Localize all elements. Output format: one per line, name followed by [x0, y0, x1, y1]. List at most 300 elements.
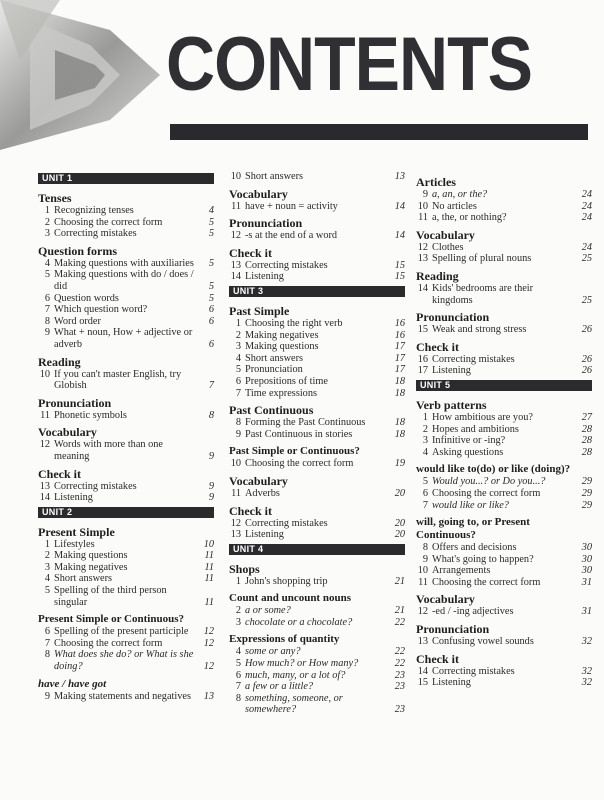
entry-page-number: 15 [394, 271, 405, 283]
entry-title: a, an, or the? [432, 189, 488, 200]
contents-entry [38, 638, 214, 650]
entry-page-number: 29 [581, 499, 592, 511]
contents-entry [416, 500, 592, 512]
entry-page-number: 16 [394, 329, 405, 341]
entry-title: Pronunciation [245, 364, 303, 376]
entry-title: a, the, or nothing? [432, 212, 507, 224]
entry-title: Spelling of the third person singular [54, 585, 167, 608]
entry-page-number: 23 [394, 669, 405, 681]
entry-number: 1 [44, 538, 50, 550]
contents-entry [38, 327, 214, 350]
contents-entry [38, 439, 214, 462]
entry-number: 11 [231, 487, 241, 499]
entry-page-number: 32 [581, 677, 592, 689]
entry-number: 10 [417, 565, 428, 577]
entry-title: Correcting mistakes [432, 353, 515, 365]
entry-title: Asking questions [432, 446, 504, 458]
contents-entry [229, 458, 405, 470]
entry-title: Words with more than one meaning [54, 439, 163, 462]
entry-number: 7 [44, 304, 50, 316]
entry-number: 13 [417, 636, 428, 648]
entry-number: 4 [235, 646, 241, 658]
section-heading: Shops [229, 561, 260, 576]
section-heading: Check it [38, 466, 81, 481]
entry-title: Short answers [54, 573, 113, 585]
entry-title: How much? or How many? [245, 658, 359, 670]
section-heading: Vocabulary [229, 186, 288, 201]
entry-title: some or any? [245, 646, 301, 658]
contents-entry [416, 447, 592, 459]
entry-number: 12 [417, 241, 428, 253]
entry-number: 4 [422, 446, 428, 458]
entry-page-number: 18 [394, 387, 405, 399]
entry-number: 12 [417, 606, 428, 618]
section-heading: Reading [416, 268, 459, 283]
entry-title: Listening [432, 677, 471, 689]
entry-title: Making questions with auxiliaries [54, 257, 194, 269]
entry-page-number: 8 [208, 409, 214, 421]
entry-page-number: 12 [203, 637, 214, 649]
section-heading: Count and uncount nouns [229, 592, 351, 605]
entry-number: 5 [422, 476, 428, 488]
entry-title: Choosing the correct form [54, 216, 163, 228]
contents-entry [416, 542, 592, 554]
entry-title: chocolate or a chocolate? [245, 616, 353, 628]
contents-entry [38, 369, 214, 392]
section-heading: Vocabulary [38, 425, 97, 440]
entry-page-number: 14 [394, 200, 405, 212]
entry-number: 9 [44, 690, 50, 702]
section-heading: Check it [229, 245, 272, 260]
entry-page-number: 25 [581, 253, 592, 265]
entry-number: 6 [44, 626, 50, 638]
contents-entry [38, 573, 214, 585]
entry-title: Making questions [54, 550, 128, 562]
entry-page-number: 24 [581, 189, 592, 200]
entry-title: Prepositions of time [245, 375, 328, 387]
section-heading: Vocabulary [229, 473, 288, 488]
contents-entry [38, 539, 214, 551]
contents-entry [229, 376, 405, 388]
unit-header: UNIT 4 [229, 544, 405, 555]
entry-title: Weak and strong stress [432, 324, 527, 336]
entry-title: Hopes and ambitions [432, 423, 519, 435]
section-heading: Past Simple or Continuous? [229, 445, 360, 458]
entry-number: 6 [422, 487, 428, 499]
entry-page-number: 9 [208, 480, 214, 492]
entry-number: 17 [417, 365, 428, 377]
section-heading: would like to(do) or like (doing)? [416, 463, 571, 476]
entry-title: Choosing the correct form [54, 637, 163, 649]
section-heading: Check it [416, 339, 459, 354]
entry-page-number: 7 [208, 380, 214, 392]
entry-title: Choosing the correct form [245, 458, 354, 470]
section-heading: will, going to, or Present Continuous? [416, 516, 530, 542]
entry-number: 10 [417, 200, 428, 212]
page-title: CONTENTS [166, 21, 532, 107]
entry-page-number: 28 [581, 423, 592, 435]
entry-title: Kids' bedrooms are their kingdoms [432, 282, 534, 306]
contents-entry [416, 677, 592, 689]
entry-page-number: 21 [394, 575, 405, 587]
entry-page-number: 5 [208, 292, 214, 304]
entry-title: John's shopping trip [245, 575, 328, 587]
title-underline-bar [170, 124, 588, 140]
contents-entry [416, 201, 592, 213]
contents-entry [229, 230, 405, 242]
section-heading: Pronunciation [38, 395, 112, 410]
entry-page-number: 28 [581, 435, 592, 447]
entry-number: 4 [44, 257, 50, 269]
entry-number: 8 [422, 542, 428, 554]
entry-page-number: 19 [394, 458, 405, 470]
contents-entry [38, 269, 214, 292]
contents-entry [229, 318, 405, 330]
entry-page-number: 17 [394, 364, 405, 376]
contents-entry [416, 666, 592, 678]
entry-page-number: 9 [208, 492, 214, 504]
entry-page-number: 22 [394, 658, 405, 670]
entry-title: Offers and decisions [432, 542, 517, 554]
entry-number: 7 [235, 681, 241, 693]
entry-page-number: 15 [394, 259, 405, 271]
entry-page-number: 30 [581, 565, 592, 577]
entry-number: 9 [44, 327, 50, 339]
contents-entry [38, 228, 214, 240]
unit-header: UNIT 3 [229, 286, 405, 297]
entry-number: 11 [40, 409, 50, 421]
entry-number: 9 [422, 553, 428, 565]
entry-title: Spelling of the present participle [54, 626, 189, 638]
entry-number: 16 [417, 353, 428, 365]
section-heading: Reading [38, 354, 81, 369]
entry-page-number: 24 [581, 200, 592, 212]
section-heading: Present Simple [38, 524, 115, 539]
section-heading: Vocabulary [416, 227, 475, 242]
entry-page-number: 5 [208, 216, 214, 228]
section-heading: Pronunciation [229, 216, 303, 231]
contents-entry [229, 171, 405, 183]
section-heading: Past Continuous [229, 403, 314, 418]
contents-entry [38, 410, 214, 422]
contents-entry [229, 388, 405, 400]
contents-entry [229, 693, 405, 716]
entry-title: Choosing the correct form [432, 487, 541, 499]
entry-page-number: 5 [208, 228, 214, 240]
entry-page-number: 18 [394, 428, 405, 440]
entry-number: 15 [417, 324, 428, 336]
entry-number: 10 [230, 458, 241, 470]
entry-page-number: 21 [394, 605, 405, 617]
entry-title: Listening [245, 529, 284, 541]
entry-title: Correcting mistakes [54, 228, 137, 240]
entry-page-number: 27 [581, 411, 592, 423]
entry-number: 12 [39, 439, 50, 451]
section-heading: Pronunciation [416, 622, 490, 637]
entry-title: What does she do? or What is she doing? [54, 649, 194, 673]
section-heading: Check it [416, 651, 459, 666]
entry-title: Time expressions [245, 387, 317, 399]
entry-title: Clothes [432, 241, 464, 253]
entry-page-number: 14 [394, 230, 405, 242]
entry-page-number: 28 [581, 446, 592, 458]
contents-entry [38, 492, 214, 504]
entry-number: 3 [44, 561, 50, 573]
entry-page-number: 11 [204, 550, 214, 562]
entry-title: Infinitive or -ing? [432, 435, 506, 447]
contents-entry [416, 577, 592, 589]
section-heading: Question forms [38, 243, 117, 258]
contents-entry [38, 258, 214, 270]
entry-title: Past Continuous in stories [245, 428, 353, 440]
entry-title: would like or like? [432, 499, 509, 511]
contents-entry [38, 585, 214, 608]
contents-entry [229, 429, 405, 441]
entry-number: 11 [231, 200, 241, 212]
entry-number: 7 [235, 387, 241, 399]
entry-page-number: 6 [208, 338, 214, 350]
entry-page-number: 25 [581, 294, 592, 306]
entry-page-number: 17 [394, 352, 405, 364]
entry-number: 2 [235, 329, 241, 341]
entry-title: Making questions [245, 341, 319, 353]
contents-entry [416, 606, 592, 618]
contents-column-3 [416, 171, 592, 689]
entry-page-number: 29 [581, 476, 592, 488]
entry-title: Correcting mistakes [245, 259, 328, 271]
unit-header: UNIT 2 [38, 507, 214, 518]
entry-title: Confusing vowel sounds [432, 636, 534, 648]
entry-page-number: 10 [203, 538, 214, 550]
entry-page-number: 20 [394, 487, 405, 499]
entry-title: a or some? [245, 605, 291, 617]
entry-title: Making questions with do / does / did [54, 269, 194, 292]
entry-title: Arrangements [432, 565, 491, 577]
contents-entry [38, 626, 214, 638]
entry-number: 5 [235, 658, 241, 670]
entry-title: Making negatives [245, 329, 319, 341]
entry-number: 14 [417, 665, 428, 677]
entry-number: 8 [44, 315, 50, 327]
entry-number: 14 [39, 492, 50, 504]
contents-entry [38, 481, 214, 493]
entry-title: Short answers [245, 171, 304, 182]
contents-entry [229, 576, 405, 588]
section-heading: Pronunciation [416, 310, 490, 325]
entry-page-number: 18 [394, 375, 405, 387]
entry-number: 6 [44, 292, 50, 304]
section-heading: Tenses [38, 191, 72, 205]
contents-entry [38, 649, 214, 672]
contents-entry [229, 605, 405, 617]
contents-entry [229, 658, 405, 670]
entry-number: 10 [230, 171, 241, 182]
entry-number: 1 [235, 317, 241, 329]
entry-title: What's going to happen? [432, 553, 534, 565]
contents-entry [416, 488, 592, 500]
entry-page-number: 17 [394, 341, 405, 353]
entry-number: 7 [44, 637, 50, 649]
entry-title: Choosing the correct form [432, 576, 541, 588]
contents-entry [416, 189, 592, 201]
contents-entry [416, 253, 592, 265]
entry-page-number: 13 [394, 171, 405, 182]
entry-page-number: 24 [581, 241, 592, 253]
contents-entry [229, 529, 405, 541]
entry-number: 15 [417, 677, 428, 689]
contents-entry [416, 424, 592, 436]
contents-entry [416, 212, 592, 224]
contents-entry [38, 550, 214, 562]
entry-title: Adverbs [245, 487, 280, 499]
entry-page-number: 5 [208, 257, 214, 269]
entry-number: 9 [422, 189, 428, 200]
entry-page-number: 12 [203, 661, 214, 673]
entry-number: 5 [235, 364, 241, 376]
contents-column-2 [229, 171, 405, 716]
entry-page-number: 22 [394, 616, 405, 628]
entry-page-number: 31 [581, 576, 592, 588]
entry-page-number: 6 [208, 304, 214, 316]
entry-number: 1 [44, 205, 50, 216]
contents-entry [229, 341, 405, 353]
entry-title: Choosing the right verb [245, 317, 343, 329]
entry-page-number: 29 [581, 487, 592, 499]
contents-entry [229, 646, 405, 658]
entry-number: 2 [44, 216, 50, 228]
contents-entry [38, 205, 214, 217]
entry-number: 4 [44, 573, 50, 585]
entry-title: Correcting mistakes [432, 665, 515, 677]
contents-entry [38, 293, 214, 305]
entry-number: 14 [230, 271, 241, 283]
entry-page-number: 26 [581, 365, 592, 377]
entry-number: 10 [39, 368, 50, 380]
entry-title: Short answers [245, 352, 304, 364]
entry-page-number: 26 [581, 324, 592, 336]
entry-number: 6 [235, 375, 241, 387]
contents-entry [38, 316, 214, 328]
entry-title: -ed / -ing adjectives [432, 606, 514, 618]
entry-page-number: 23 [394, 681, 405, 693]
entry-number: 3 [235, 616, 241, 628]
entry-page-number: 5 [208, 280, 214, 292]
entry-number: 7 [422, 499, 428, 511]
entry-page-number: 9 [208, 450, 214, 462]
entry-number: 11 [418, 212, 428, 224]
contents-entry [416, 283, 592, 306]
entry-page-number: 20 [394, 517, 405, 529]
entry-title: Forming the Past Continuous [245, 417, 366, 429]
entry-page-number: 18 [394, 417, 405, 429]
entry-number: 13 [230, 529, 241, 541]
entry-title: Lifestyles [54, 538, 95, 550]
entry-number: 3 [44, 228, 50, 240]
contents-entry [229, 417, 405, 429]
contents-entry [38, 562, 214, 574]
entry-number: 13 [417, 253, 428, 265]
entry-number: 13 [39, 480, 50, 492]
entry-title: Spelling of plural nouns [432, 253, 532, 265]
entry-page-number: 11 [204, 573, 214, 585]
entry-title: Correcting mistakes [54, 480, 137, 492]
section-heading: Articles [416, 175, 456, 189]
unit-header: UNIT 1 [38, 173, 214, 184]
entry-title: Listening [54, 492, 93, 504]
entry-page-number: 23 [394, 704, 405, 716]
entry-page-number: 16 [394, 317, 405, 329]
contents-entry [416, 242, 592, 254]
entry-number: 9 [235, 428, 241, 440]
entry-page-number: 30 [581, 542, 592, 554]
entry-title: Phonetic symbols [54, 409, 127, 421]
entry-title: Making negatives [54, 561, 128, 573]
section-heading: Check it [229, 503, 272, 518]
entry-number: 12 [230, 230, 241, 242]
entry-page-number: 11 [204, 561, 214, 573]
section-heading: Expressions of quantity [229, 633, 340, 646]
entry-number: 12 [230, 517, 241, 529]
entry-title: Correcting mistakes [245, 517, 328, 529]
entry-number: 14 [417, 282, 428, 294]
entry-page-number: 24 [581, 212, 592, 224]
contents-entry [229, 353, 405, 365]
entry-number: 6 [235, 669, 241, 681]
entry-title: have + noun = activity [245, 200, 338, 212]
contents-entry [416, 636, 592, 648]
section-heading: Vocabulary [416, 592, 475, 607]
entry-title: Question words [54, 292, 119, 304]
contents-entry [229, 364, 405, 376]
entry-number: 3 [422, 435, 428, 447]
entry-title: Which question word? [54, 304, 148, 316]
section-heading: have / have got [38, 677, 107, 690]
entry-page-number: 32 [581, 665, 592, 677]
entry-title: a few or a little? [245, 681, 314, 693]
entry-page-number: 30 [581, 553, 592, 565]
contents-entry [229, 260, 405, 272]
contents-entry [229, 330, 405, 342]
entry-page-number: 20 [394, 529, 405, 541]
entry-page-number: 4 [208, 205, 214, 216]
entry-title: something, someone, or somewhere? [245, 692, 343, 716]
entry-title: Recognizing tenses [54, 205, 134, 216]
contents-entry [416, 554, 592, 566]
entry-title: No articles [432, 200, 477, 212]
entry-number: 1 [235, 575, 241, 587]
contents-entry [229, 271, 405, 283]
entry-number: 11 [418, 576, 428, 588]
entry-page-number: 12 [203, 626, 214, 638]
entry-title: -s at the end of a word [245, 230, 338, 242]
contents-entry [229, 670, 405, 682]
entry-title: Making statements and negatives [54, 690, 191, 702]
entry-number: 8 [235, 692, 241, 704]
contents-entry [38, 304, 214, 316]
entry-page-number: 11 [204, 596, 214, 608]
entry-title: Listening [432, 365, 471, 377]
contents-entry [38, 691, 214, 703]
contents-entry [229, 518, 405, 530]
contents-entry [416, 324, 592, 336]
entry-number: 5 [44, 585, 50, 597]
unit-header: UNIT 5 [416, 380, 592, 391]
contents-entry [416, 412, 592, 424]
contents-entry [416, 354, 592, 366]
entry-page-number: 22 [394, 646, 405, 658]
entry-number: 2 [235, 605, 241, 617]
contents-entry [229, 201, 405, 213]
